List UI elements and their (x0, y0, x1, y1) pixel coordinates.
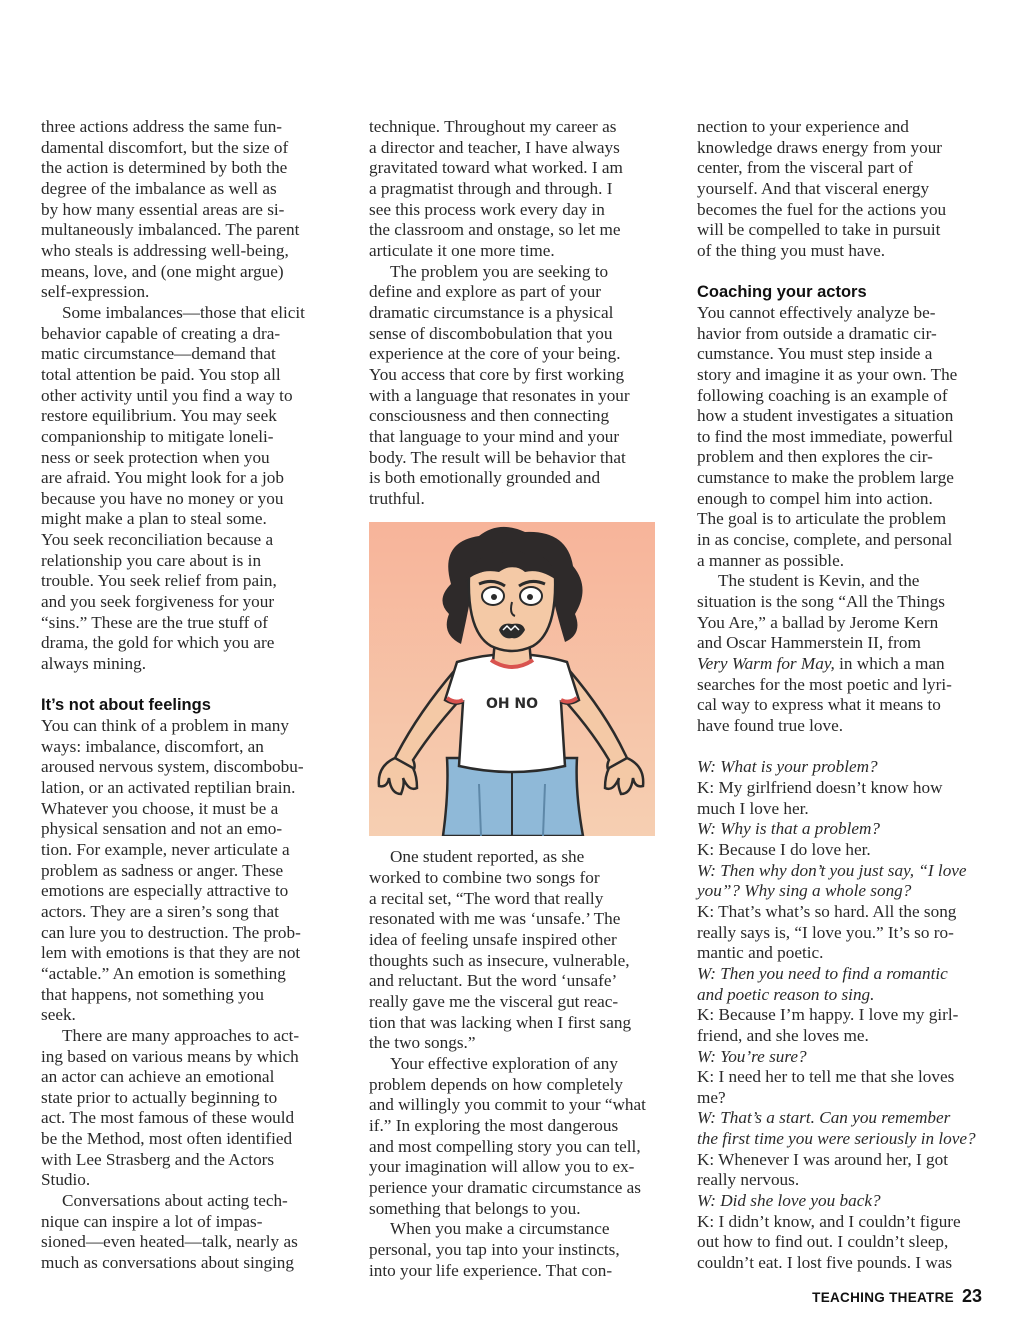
text-line: articulate it one more time. (369, 240, 555, 260)
text-line: because you have no money or you (41, 488, 284, 508)
text-line: self-expression. (41, 282, 150, 302)
text-line: aroused nervous system, discombobu- (41, 757, 304, 777)
text-line: will be compelled to take in pursuit (697, 220, 941, 240)
text-line: K: That’s what’s so hard. All the song (697, 901, 957, 921)
text-line: experience at the core of your being. (369, 344, 621, 364)
text-line: and most compelling story you can tell, (369, 1136, 641, 1156)
text-line: nique can inspire a lot of impas- (41, 1211, 263, 1231)
text-line: have found true love. (697, 716, 844, 736)
text-line: knowledge draws energy from your (697, 137, 943, 157)
text-line: There are many approaches to act- (62, 1025, 300, 1045)
text-line: of the thing you must have. (697, 240, 886, 260)
text-line: When you make a circumstance (390, 1219, 610, 1239)
text-line: personal, you tap into your instincts, (369, 1239, 620, 1259)
text-line: that language to your mind and your (369, 426, 620, 446)
text-line: your imagination will allow you to ex- (369, 1157, 635, 1177)
text-line: The problem you are seeking to (390, 261, 609, 281)
text-line: You seek reconciliation because a (41, 530, 274, 550)
text-line: W: Then you need to find a romantic (697, 963, 948, 983)
text-line: drama, the gold for which you are (41, 633, 275, 653)
text-line: the classroom and onstage, so let me (369, 220, 621, 240)
text-line: multaneously imbalanced. The parent (41, 220, 300, 240)
text-line: degree of the imbalance as well as (41, 178, 277, 198)
text-line: couldn’t eat. I lost five pounds. I was (697, 1253, 953, 1273)
text-line: define and explore as part of your (369, 282, 601, 302)
paragraph-gap (697, 737, 989, 758)
text-line: with a language that resonates in your (369, 385, 630, 405)
text-line: W: That’s a start. Can you remember (697, 1108, 951, 1128)
text-line: You Are,” a ballad by Jerome Kern (697, 612, 939, 632)
text-line: with Lee Strasberg and the Actors (41, 1149, 275, 1169)
text-line: the two songs.” (369, 1033, 476, 1053)
text-line: gravitated toward what worked. I am (369, 158, 623, 178)
text-line: havior from outside a dramatic cir- (697, 323, 937, 343)
text-line: body. The result will be behavior that (369, 447, 626, 467)
text-line: ness or seek protection when you (41, 447, 270, 467)
illustration (369, 522, 655, 836)
text-line: sense of discombobulation that you (369, 323, 613, 343)
text-line: you”? Why sing a whole song? (697, 881, 912, 901)
text-line: relationship you care about is in (41, 550, 262, 570)
text-line: lation, or an activated reptilian brain. (41, 777, 296, 797)
text-line: situation is the song “All the Things (697, 592, 945, 612)
text-line: W: You’re sure? (697, 1046, 807, 1066)
text-line: “sins.” These are the true stuff of (41, 612, 269, 632)
text-line: becomes the fuel for the actions you (697, 199, 947, 219)
page-footer (812, 1286, 982, 1307)
text-line: can lure you to destruction. The prob- (41, 922, 301, 942)
text-line: Some imbalances—those that elicit (62, 302, 305, 322)
text-line: how a student investigates a situation (697, 406, 954, 426)
text-line (697, 654, 989, 675)
text-line: problem and then explores the cir- (697, 447, 933, 467)
text-line: W: Why is that a problem? (697, 819, 880, 839)
text-line: a pragmatist through and through. I (369, 178, 613, 198)
text-line: a manner as possible. (697, 550, 845, 570)
text-fragment: in which a man (834, 654, 945, 674)
text-line: The student is Kevin, and the (718, 571, 920, 591)
text-line: W: Then why don’t you just say, “I love (697, 860, 967, 880)
text-line: much I love her. (697, 798, 809, 818)
text-line: state prior to actually beginning to (41, 1087, 278, 1107)
shirt-text: OH NO (485, 696, 539, 713)
text-line: and reluctant. But the word ‘unsafe’ (369, 971, 618, 991)
publication-name: TEACHING THEATRE (812, 1290, 954, 1305)
text-line: Whatever you choose, it must be a (41, 798, 279, 818)
text-line: enough to compel him into action. (697, 488, 933, 508)
text-line: an actor can achieve an emotional (41, 1067, 275, 1087)
text-line: problem as sadness or anger. These (41, 860, 284, 880)
text-line: friend, and she loves me. (697, 1025, 869, 1045)
text-line: You access that core by first working (369, 364, 625, 384)
text-line: are afraid. You might look for a job (41, 468, 284, 488)
text-line: One student reported, as she (390, 847, 585, 867)
column-2 (369, 117, 659, 1281)
text-line: idea of feeling unsafe inspired other (369, 930, 617, 950)
text-line: something that belongs to you. (369, 1198, 581, 1218)
text-line: really nervous. (697, 1170, 800, 1190)
text-line: following coaching is an example of (697, 385, 948, 405)
text-line: really gave me the visceral gut reac- (369, 992, 619, 1012)
paragraph-gap (697, 262, 989, 283)
text-line: a recital set, “The word that really (369, 888, 604, 908)
text-line: K: Whenever I was around her, I got (697, 1149, 948, 1169)
text-line: tion that was lacking when I first sang (369, 1012, 632, 1032)
text-line: You cannot effectively analyze be- (697, 302, 936, 322)
text-line: seek. (41, 1005, 76, 1025)
text-line: a director and teacher, I have always (369, 137, 620, 157)
text-line: see this process work every day in (369, 199, 605, 219)
text-line: into your life experience. That con- (369, 1260, 613, 1280)
text-line: three actions address the same fun- (41, 117, 283, 136)
text-line: who steals is addressing well-being, (41, 240, 289, 260)
text-line: story and imagine it as your own. The (697, 364, 958, 384)
text-line: center, from the visceral part of (697, 158, 913, 178)
text-line: really says is, “I love you.” It’s so ro- (697, 922, 954, 942)
text-line: the action is determined by both the (41, 158, 288, 178)
text-line: and you seek forgiveness for your (41, 592, 275, 612)
text-line: thoughts such as insecure, vulnerable, (369, 950, 630, 970)
text-line: total attention be paid. You stop all (41, 364, 281, 384)
text-line: restore equilibrium. You may seek (41, 406, 277, 426)
text-line: K: I need her to tell me that she loves (697, 1067, 955, 1087)
text-line: yourself. And that visceral energy (697, 178, 930, 198)
text-line: nection to your experience and (697, 117, 909, 136)
text-line: searches for the most poetic and lyri- (697, 674, 952, 694)
text-line: trouble. You seek relief from pain, (41, 571, 277, 591)
text-line: worked to combine two songs for (369, 868, 600, 888)
text-line: lem with emotions is that they are not (41, 943, 301, 963)
text-line: perience your dramatic circumstance as (369, 1177, 641, 1197)
text-line: cumstance to make the problem large (697, 468, 954, 488)
text-line: ing based on various means by which (41, 1046, 299, 1066)
column-1 (41, 117, 333, 1274)
text-line: and willingly you commit to your “what (369, 1095, 646, 1115)
text-line: mantic and poetic. (697, 943, 824, 963)
text-line: W: What is your problem? (697, 757, 878, 777)
text-line: is both emotionally grounded and (369, 468, 601, 488)
text-line: sioned—even heated—talk, nearly as (41, 1232, 298, 1252)
text-line: and Oscar Hammerstein II, from (697, 633, 921, 653)
text-line: cal way to express what it means to (697, 695, 941, 715)
text-line: Your effective exploration of any (390, 1054, 618, 1074)
text-line: the first time you were seriously in love? (697, 1129, 976, 1149)
text-line: tion. For example, never articulate a (41, 839, 290, 859)
text-line: might make a plan to steal some. (41, 509, 267, 529)
text-line: You can think of a problem in many (41, 716, 289, 736)
text-line: problem depends on how completely (369, 1074, 623, 1094)
text-line: dramatic circumstance is a physical (369, 302, 614, 322)
text-line: means, love, and (one might argue) (41, 261, 284, 281)
text-line: K: I didn’t know, and I couldn’t figure (697, 1211, 961, 1231)
column-3 (697, 117, 989, 1274)
column-2-top-text (369, 117, 659, 509)
section-heading: Coaching your actors (697, 283, 867, 302)
text-line: K: Because I’m happy. I love my girl- (697, 1005, 959, 1025)
text-line: K: Because I do love her. (697, 839, 871, 859)
section-heading: It’s not about feelings (41, 696, 211, 715)
text-line: out how to find out. I couldn’t sleep, (697, 1232, 949, 1252)
text-line: to find the most immediate, powerful (697, 426, 953, 446)
text-line: that happens, not something you (41, 984, 264, 1004)
text-line: Studio. (41, 1170, 91, 1190)
paragraph-gap (41, 675, 333, 696)
text-line: be the Method, most often identified (41, 1129, 293, 1149)
text-line: by how many essential areas are si- (41, 199, 285, 219)
page-number: 23 (961, 1286, 982, 1306)
text-line: technique. Throughout my career as (369, 117, 617, 136)
column-2-bottom-text (369, 847, 659, 1281)
text-line: resonated with me was ‘unsafe.’ The (369, 909, 621, 929)
text-line: emotions are especially attractive to (41, 881, 289, 901)
text-line: companionship to mitigate loneli- (41, 426, 274, 446)
text-line: actors. They are a siren’s song that (41, 901, 279, 921)
text-line: consciousness and then connecting (369, 406, 610, 426)
text-line: The goal is to articulate the problem (697, 509, 947, 529)
text-line: ways: imbalance, discomfort, an (41, 736, 264, 756)
text-line: in as concise, complete, and personal (697, 530, 953, 550)
text-line: behavior capable of creating a dra- (41, 323, 281, 343)
text-line: if.” In exploring the most dangerous (369, 1116, 619, 1135)
text-line: me? (697, 1087, 726, 1107)
text-line: matic circumstance—demand that (41, 344, 276, 364)
text-line: and poetic reason to sing. (697, 984, 875, 1004)
text-line: K: My girlfriend doesn’t know how (697, 777, 943, 797)
text-line: other activity until you find a way to (41, 385, 293, 405)
text-line: W: Did she love you back? (697, 1191, 881, 1211)
text-line: always mining. (41, 654, 147, 674)
text-line: “actable.” An emotion is something (41, 963, 286, 983)
text-line: Conversations about acting tech- (62, 1191, 288, 1211)
text-line: cumstance. You must step inside a (697, 344, 933, 364)
text-line: truthful. (369, 488, 425, 508)
text-line: damental discomfort, but the size of (41, 137, 289, 157)
cartoon-oh-no-illustration (369, 522, 655, 836)
text-line: physical sensation and not an emo- (41, 819, 283, 839)
book-title: Very Warm for May, (697, 654, 835, 674)
text-line: much as conversations about singing (41, 1253, 294, 1273)
text-line: act. The most famous of these would (41, 1108, 295, 1128)
